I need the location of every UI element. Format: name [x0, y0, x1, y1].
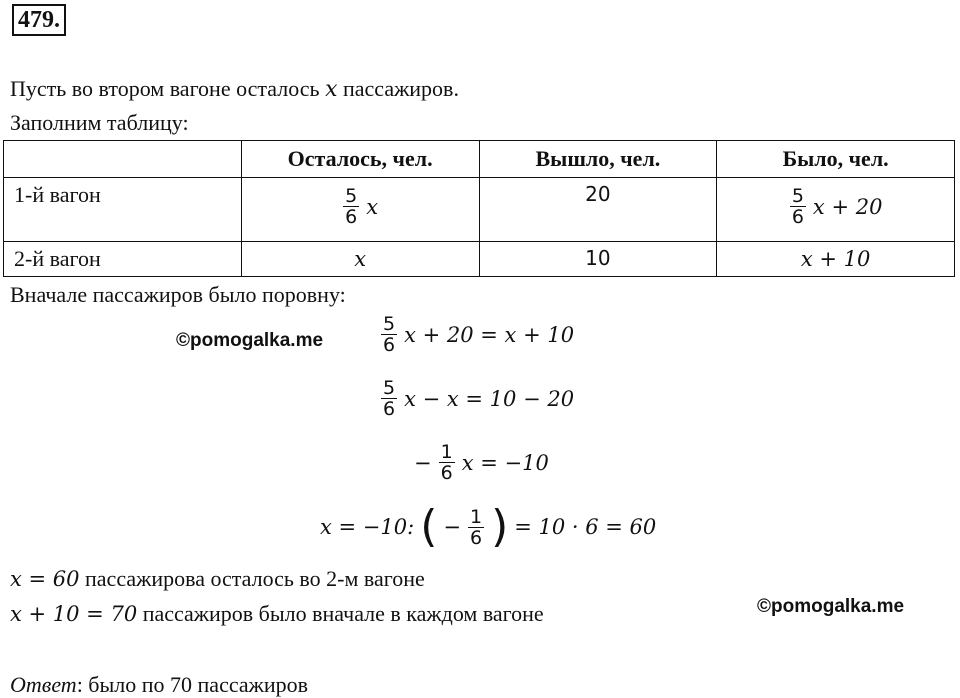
minus-sign: −	[443, 515, 461, 539]
fraction-numerator: 5	[383, 377, 396, 399]
intro-variable: x	[325, 77, 338, 102]
equation-1	[380, 314, 574, 355]
table-header-left: Осталось, чел.	[241, 141, 479, 178]
cell-out: 10	[479, 242, 717, 277]
expression: x − x = 10 − 20	[404, 386, 575, 411]
fraction-numerator: 5	[345, 185, 358, 207]
table-header-out: Вышло, чел.	[479, 141, 717, 178]
result-text: пассажиров было вначале в каждом вагоне	[137, 601, 544, 626]
expression: x + 20 = x + 10	[404, 322, 575, 347]
fraction	[468, 507, 484, 548]
fraction	[381, 378, 397, 419]
variable: x	[354, 247, 367, 271]
table-row	[4, 178, 955, 242]
intro-line	[10, 76, 459, 103]
answer-label: Ответ	[10, 672, 77, 697]
cell-out: 20	[479, 178, 717, 242]
row-label: 2-й вагон	[4, 242, 242, 277]
fraction-denominator: 6	[791, 206, 804, 228]
table-header-empty	[4, 141, 242, 178]
expression: x = −10	[461, 450, 549, 475]
result-line-1	[10, 566, 425, 592]
cell-was	[717, 178, 955, 242]
fraction-denominator: 6	[440, 462, 453, 484]
minus-sign: −	[414, 450, 432, 475]
fraction	[439, 442, 455, 483]
result-text: пассажирова осталось во 2-м вагоне	[79, 566, 425, 591]
data-table	[3, 140, 955, 277]
expression: x = −10:	[320, 515, 415, 539]
cell-was	[717, 242, 955, 277]
fraction-denominator: 6	[383, 334, 396, 356]
result-line-2	[10, 601, 544, 627]
variable: x	[366, 194, 379, 219]
table-row	[4, 242, 955, 277]
watermark: ©pomogalka.me	[176, 330, 324, 351]
table-header-row	[4, 141, 955, 178]
fraction-denominator: 6	[383, 398, 396, 420]
cell-left	[241, 242, 479, 277]
expression: x + 20	[812, 194, 883, 219]
right-paren: )	[491, 501, 509, 552]
equation-4	[320, 501, 657, 552]
fraction-numerator: 1	[440, 441, 453, 463]
answer-text: : было по 70 пассажиров	[76, 672, 308, 697]
fraction-numerator: 1	[469, 505, 483, 528]
fraction-denominator: 6	[345, 206, 358, 228]
left-paren: (	[420, 501, 438, 552]
fraction	[790, 186, 806, 227]
fill-table-text: Заполним таблицу:	[10, 110, 189, 135]
equation-2	[380, 378, 574, 419]
result-math: x + 10 = 70	[10, 602, 138, 626]
expression: = 10 · 6 = 60	[514, 515, 657, 539]
fraction-denominator: 6	[469, 526, 483, 549]
fraction	[343, 186, 359, 227]
equal-text: Вначале пассажиров было поровну:	[10, 282, 346, 307]
fraction	[381, 314, 397, 355]
cell-left	[241, 178, 479, 242]
row-label: 1-й вагон	[4, 178, 242, 242]
equation-3	[414, 442, 549, 483]
result-math: x = 60	[10, 567, 80, 591]
intro-text-a: Пусть во втором вагоне осталось	[10, 76, 326, 101]
watermark: ©pomogalka.me	[757, 596, 905, 617]
answer-line	[10, 672, 308, 698]
table-header-was: Было, чел.	[717, 141, 955, 178]
fraction-numerator: 5	[383, 313, 396, 335]
expression: x + 10	[800, 247, 871, 271]
problem-number: 479.	[12, 4, 66, 36]
intro-text-b: пассажиров.	[337, 76, 459, 101]
fraction-numerator: 5	[791, 185, 804, 207]
